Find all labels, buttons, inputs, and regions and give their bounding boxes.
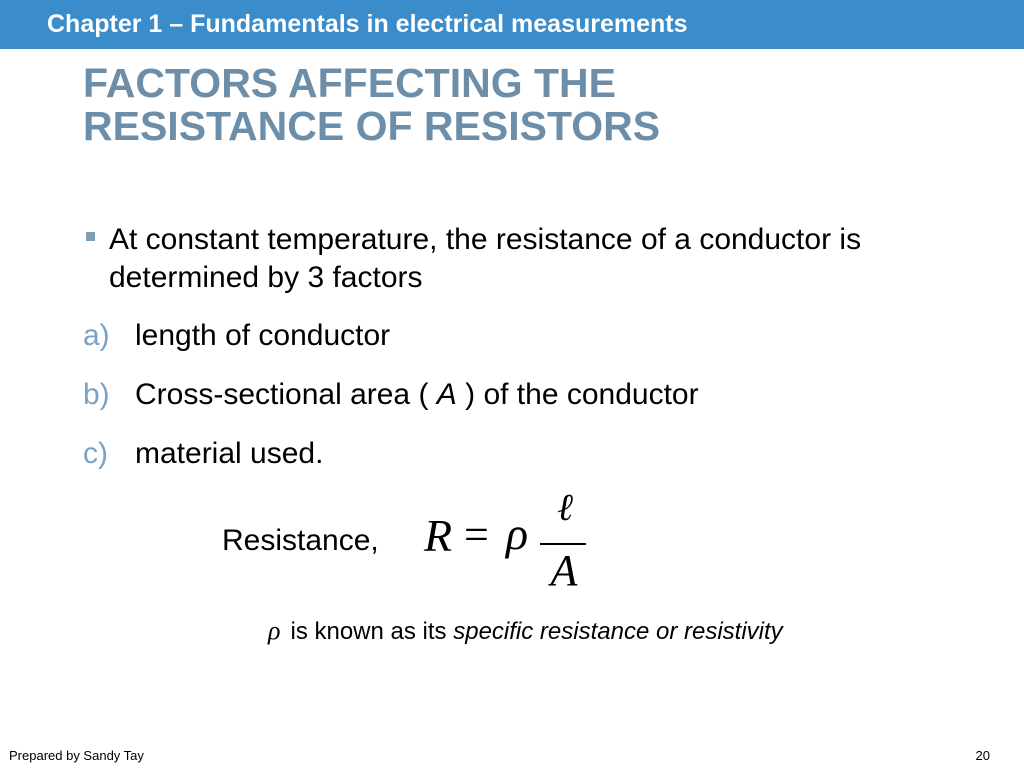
footer-author: Prepared by Sandy Tay (9, 748, 144, 763)
list-item-material: material used. (135, 437, 324, 470)
bullet-text: At constant temperature, the resistance of a conductor is determined by 3 factors (109, 223, 862, 294)
formula-equals: = (464, 510, 489, 559)
resistivity-note (268, 617, 783, 646)
resistivity-note-text: is known as its (290, 618, 454, 645)
list-item-length: length of conductor (135, 319, 391, 352)
formula-numerator-length: ℓ (557, 487, 573, 529)
square-bullet-icon (86, 232, 95, 241)
formula-denominator-area: A (550, 546, 578, 595)
slide-title-line-2: RESISTANCE OF RESISTORS (83, 103, 661, 149)
resistance-formula (424, 487, 594, 597)
formula-r: R (424, 510, 453, 561)
list-letter-b: b) (83, 378, 110, 411)
list-item-area (135, 376, 699, 414)
list-letter-a: a) (83, 319, 110, 352)
list-item-area-text-before: Cross-sectional area ( (135, 378, 437, 411)
list-item-area-text-after: ) of the conductor (456, 378, 699, 411)
chapter-title: Chapter 1 – Fundamentals in electrical measurements (47, 10, 688, 38)
resistance-label: Resistance, (222, 524, 379, 557)
formula-rho: ρ (506, 508, 529, 559)
rho-symbol: ρ (268, 616, 281, 645)
page-number: 20 (975, 748, 990, 763)
list-letter-c: c) (83, 437, 108, 470)
area-symbol: A (436, 378, 457, 411)
formula-fraction-bar (540, 543, 586, 545)
slide-title (83, 62, 660, 148)
resistivity-note-italic: specific resistance or resistivity (453, 618, 783, 645)
slide-title-line-1: FACTORS AFFECTING THE (83, 60, 616, 106)
header-bar (0, 0, 1024, 49)
